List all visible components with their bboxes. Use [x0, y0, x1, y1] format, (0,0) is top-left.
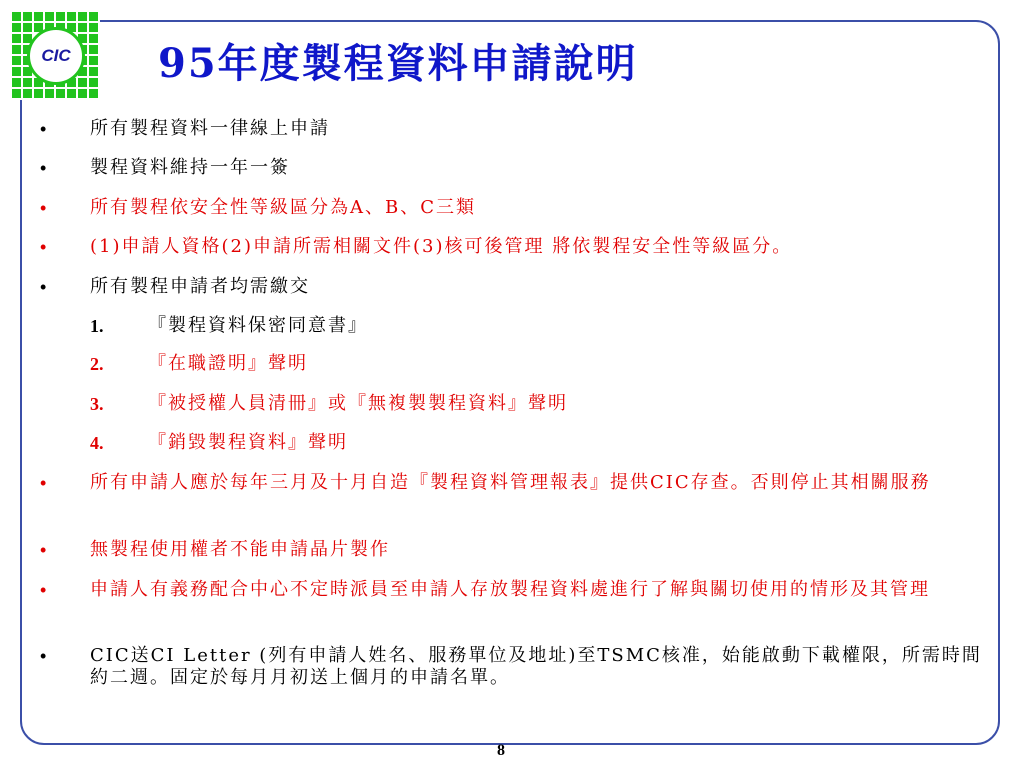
list-item [40, 472, 990, 494]
bullet-marker: • [40, 198, 47, 218]
list-item-text: 無製程使用權者不能申請晶片製作 [90, 539, 390, 560]
list-item-text: 所有申請人應於每年三月及十月自造『製程資料管理報表』提供CIC存查。否則停止其相關服務 [90, 472, 931, 493]
bullet-marker: 3. [90, 394, 104, 414]
slide-title: 95年度製程資料申請說明 [158, 40, 638, 87]
logo-text: CIC [41, 46, 71, 65]
bullet-marker: • [40, 646, 47, 666]
list-item-text: 所有製程申請者均需繳交 [90, 276, 310, 297]
list-item [40, 197, 990, 219]
list-item-text: 所有製程依安全性等級區分為A、B、C三類 [90, 197, 476, 218]
list-item-text: (1)申請人資格(2)申請所需相關文件(3)核可後管理 將依製程安全性等級區分。 [90, 236, 793, 257]
list-item [40, 157, 990, 179]
page-number: 8 [497, 742, 505, 759]
list-item [40, 645, 990, 689]
list-item-text: 申請人有義務配合中心不定時派員至申請人存放製程資料處進行了解與關切使用的情形及其管理 [90, 579, 930, 600]
bullet-marker: • [40, 158, 47, 178]
list-item [40, 276, 990, 298]
list-item [40, 236, 990, 258]
bullet-marker: • [40, 473, 47, 493]
list-item-text: 『在職證明』聲明 [148, 353, 308, 374]
bullet-marker: 4. [90, 433, 104, 453]
logo-circle [27, 27, 85, 85]
list-item [40, 353, 990, 375]
list-item-text: 所有製程資料一律線上申請 [90, 118, 330, 139]
list-item-text: CIC送CI Letter (列有申請人姓名、服務單位及地址)至TSMC核准，始能啟動下載權限，所需時間約二週。固定於每月月初送上個月的申請名單。 [90, 645, 982, 688]
bullet-marker: • [40, 237, 47, 257]
bullet-marker: • [40, 277, 47, 297]
bullet-marker: • [40, 540, 47, 560]
bullet-marker: • [40, 580, 47, 600]
list-item-text: 製程資料維持一年一簽 [90, 157, 290, 178]
list-item [40, 432, 990, 454]
bullet-marker: • [40, 119, 47, 139]
list-item-text: 『製程資料保密同意書』 [148, 315, 368, 336]
list-item [40, 118, 990, 140]
list-item-text: 『被授權人員清冊』或『無複製製程資料』聲明 [148, 393, 568, 414]
list-item [40, 539, 990, 561]
list-item [40, 393, 990, 415]
list-item-text: 『銷毀製程資料』聲明 [148, 432, 348, 453]
list-item [40, 579, 990, 601]
bullet-marker: 2. [90, 354, 104, 374]
list-item [40, 315, 990, 337]
bullet-marker: 1. [90, 316, 104, 336]
